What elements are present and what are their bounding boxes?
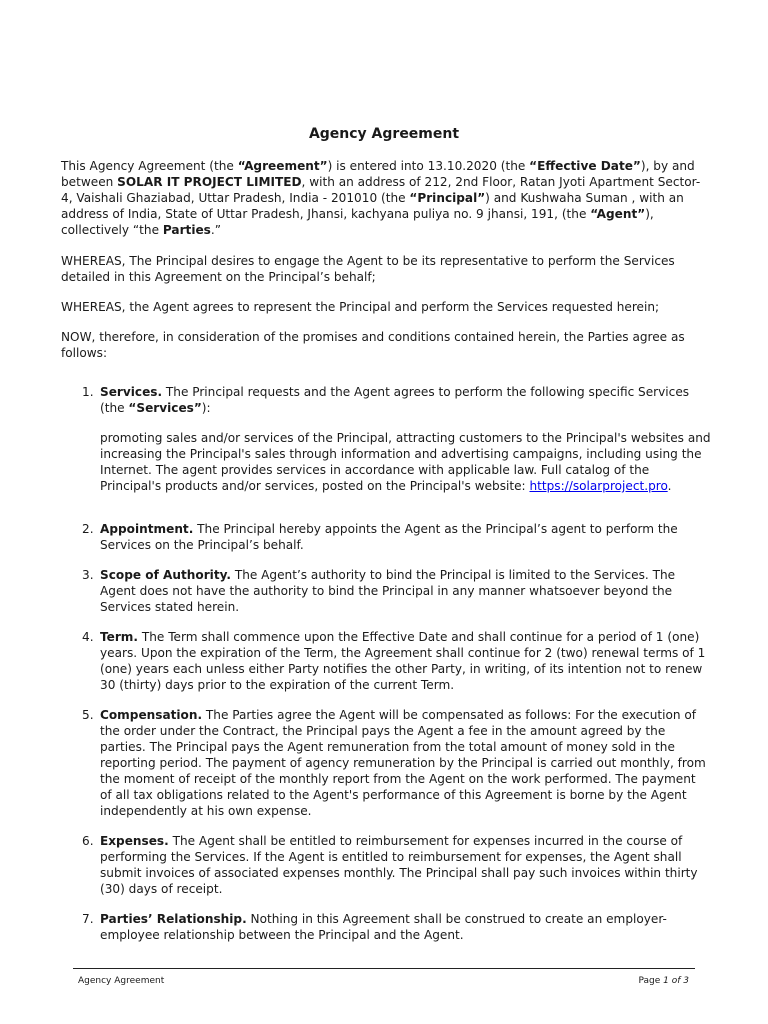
clause-item — [61, 629, 711, 693]
clause-item — [61, 707, 711, 819]
services-text: promoting sales and/or services of the Principal, attracting customers to the Principal's websites and increasing the Principal's sales through information and advertising campaigns, including using the Internet. The agent provides services in accordance with applicable law. Full catalog of the Principal's products and/or services, posted on the Principal's website: — [100, 431, 711, 493]
term-agent: “Agent” — [590, 207, 646, 221]
intro-text: ), collectively “the — [61, 207, 654, 237]
clause-item — [61, 911, 711, 943]
term-agreement: “Agreement” — [237, 159, 328, 173]
services-text: . — [667, 479, 672, 493]
clause-heading: Expenses. — [100, 834, 169, 848]
clause-heading: Services. — [100, 385, 163, 399]
page-current: 1 — [663, 976, 669, 986]
clause-number: 6. — [82, 834, 94, 848]
clause-item — [61, 521, 711, 553]
clause-item — [61, 384, 711, 494]
term-parties: Parties — [162, 223, 211, 237]
services-description — [100, 430, 711, 494]
clause-number: 3. — [82, 568, 94, 582]
clause-heading: Appointment. — [100, 522, 194, 536]
page-label: Page — [638, 976, 664, 986]
clause-item — [61, 833, 711, 897]
intro-text: ), by and between — [61, 159, 695, 189]
clause-number: 1. — [82, 385, 94, 399]
intro-text: This Agency Agreement (the — [61, 159, 238, 173]
document-title: Agency Agreement — [308, 126, 460, 142]
clause-number: 4. — [82, 630, 94, 644]
clause-list — [61, 384, 711, 943]
clause-text: The Agent shall be entitled to reimbursement for expenses incurred in the course of performing the Services. If the Agent is entitled to reimbursement for expenses, the Agent shall submit invoices of associated expenses monthly. The Principal shall pay such invoices within thirty (30) days of receipt. — [100, 834, 698, 896]
clause-heading: Compensation. — [100, 708, 203, 722]
clause-number: 2. — [82, 522, 94, 536]
whereas-paragraph-1: WHEREAS, The Principal desires to engage the Agent to be its representative to perform the Services detailed in this Agreement on the Principal’s behalf; — [61, 254, 675, 284]
website-link[interactable]: https://solarproject.pro — [529, 479, 668, 493]
whereas-paragraph-2: WHEREAS, the Agent agrees to represent the Principal and perform the Services requested herein; — [61, 300, 660, 314]
term-effective-date: “Effective Date” — [529, 159, 641, 173]
clause-number: 5. — [82, 708, 94, 722]
clause-heading: Parties’ Relationship. — [100, 912, 247, 926]
clause-item — [61, 567, 711, 615]
intro-text: ) and Kushwaha Suman , with an address of India, State of Uttar Pradesh, Jhansi, kachyana puliya no. 9 jhansi, 191, (the — [61, 191, 684, 221]
page-of: of — [668, 976, 684, 986]
footer-divider — [73, 968, 695, 969]
intro-text: ) is entered into 13.10.2020 (the — [327, 159, 530, 173]
clause-text: ): — [201, 401, 211, 415]
footer-document-name: Agency Agreement — [78, 976, 165, 986]
clause-number: 7. — [82, 912, 94, 926]
intro-text: .” — [210, 223, 222, 237]
term-principal: “Principal” — [409, 191, 486, 205]
clause-heading: Scope of Authority. — [100, 568, 231, 582]
clause-text: The Principal requests and the Agent agrees to perform the following specific Services (the — [100, 385, 690, 415]
term-services: “Services” — [128, 401, 202, 415]
clause-text: The Agent’s authority to bind the Principal is limited to the Services. The Agent does not have the authority to bind the Principal in any manner whatsoever beyond the Services stated herein. — [100, 568, 676, 614]
now-therefore-paragraph: NOW, therefore, in consideration of the promises and conditions contained herein, the Parties agree as follows: — [61, 330, 685, 360]
intro-paragraph — [61, 158, 711, 238]
intro-text: , with an address of 212, 2nd Floor, Ratan Jyoti Apartment Sector-4, Vaishali Ghaziabad, Uttar Pradesh, India - 201010 (the — [61, 175, 701, 205]
clause-text: The Principal hereby appoints the Agent as the Principal’s agent to perform the Services on the Principal’s behalf. — [100, 522, 678, 552]
clause-heading: Term. — [100, 630, 139, 644]
clause-text: The Parties agree the Agent will be compensated as follows: For the execution of the order under the Contract, the Principal pays the Agent a fee in the amount agreed by the parties. The Principal pays the Agent remuneration from the total amount of money sold in the reporting period. The payment of agency remuneration by the Principal is carried out monthly, from the moment of receipt of the monthly report from the Agent on the work performed. The payment of all tax obligations related to the Agent's performance of this Agreement is borne by the Agent independently at his own expense. — [100, 708, 706, 818]
clause-text: The Term shall commence upon the Effective Date and shall continue for a period of 1 (one) years. Upon the expiration of the Term, the Agreement shall continue for 2 (two) renewal terms of 1 (one) years each unless either Party notifies the other Party, in writing, of its intention not to renew 30 (thirty) days prior to the expiration of the current Term. — [100, 630, 706, 692]
clause-text: Nothing in this Agreement shall be construed to create an employer-employee relationship between the Principal and the Agent. — [100, 912, 667, 942]
page-total: 3 — [683, 976, 689, 986]
footer-page-number — [638, 976, 689, 986]
company-name: SOLAR IT PROJECT LIMITED — [117, 175, 302, 189]
